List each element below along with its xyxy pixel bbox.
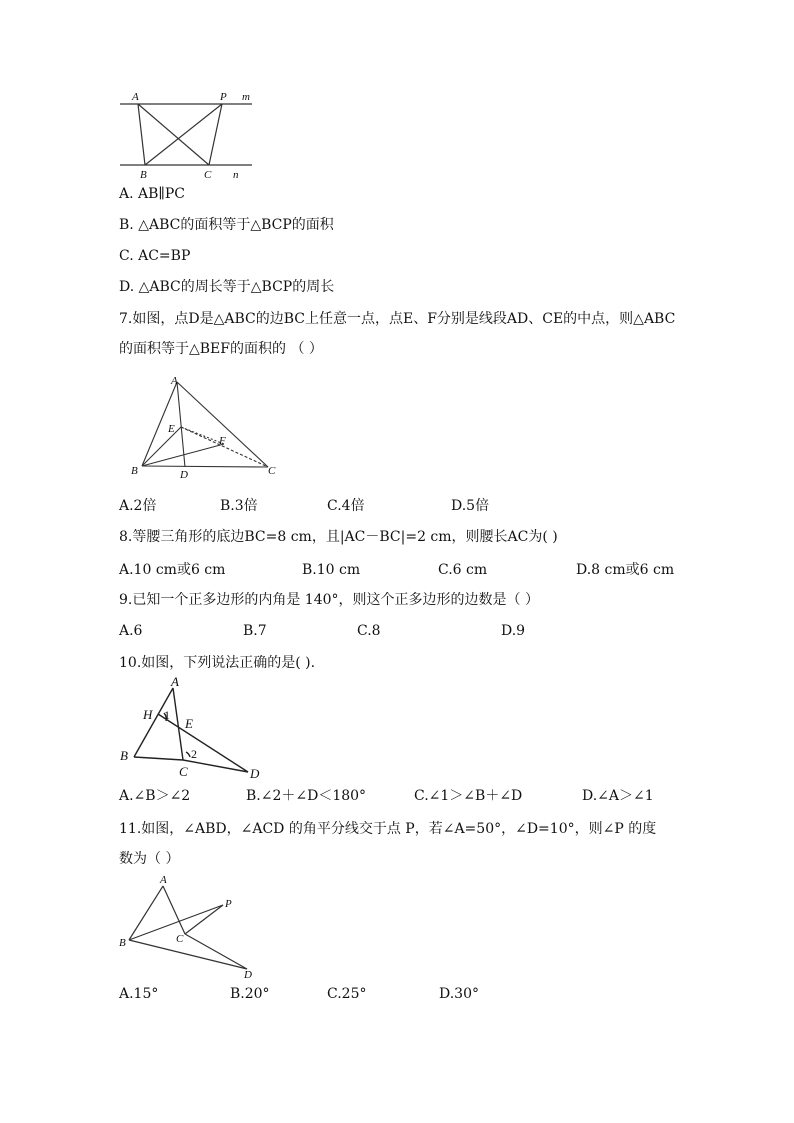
- q10-figure: [116, 674, 268, 784]
- label-n: n: [233, 169, 239, 181]
- edge-ac: [177, 382, 268, 467]
- label-angle-1: 1: [164, 708, 170, 722]
- edge-bc: [142, 466, 268, 467]
- label-d: D: [250, 766, 260, 781]
- q11-option-c: C.25°: [327, 986, 367, 1002]
- segment-ce: [181, 427, 268, 467]
- q11-stem-line1: 11.如图，∠ABD，∠ACD 的角平分线交于点 P，若∠A=50°，∠D=10°，则∠P 的度: [119, 821, 657, 837]
- q7-option-b: B.3倍: [220, 498, 258, 514]
- label-d: D: [180, 469, 188, 481]
- q7-figure: [125, 372, 280, 482]
- label-a: A: [160, 874, 167, 886]
- label-m: m: [242, 91, 250, 103]
- edge-ab: [129, 886, 163, 940]
- segment-ab: [138, 104, 145, 165]
- label-b: B: [131, 465, 138, 477]
- q9-stem: 9.已知一个正多边形的内角是 140°，则这个正多边形的边数是（ ）: [119, 592, 539, 608]
- label-angle-2: 2: [191, 747, 197, 761]
- q11-option-d: D.30°: [439, 986, 479, 1002]
- label-e: E: [168, 423, 175, 435]
- q10-option-b: B.∠2＋∠D＜180°: [246, 788, 367, 804]
- label-c: C: [179, 764, 188, 779]
- segment-be: [142, 427, 181, 466]
- label-b: B: [120, 748, 128, 763]
- label-p: P: [225, 898, 232, 910]
- q6-figure: [112, 88, 272, 186]
- label-c: C: [268, 465, 276, 477]
- label-b: B: [140, 169, 147, 181]
- q7-option-d: D.5倍: [451, 498, 490, 514]
- edge-ab: [134, 688, 173, 757]
- label-h: H: [143, 707, 153, 722]
- q11-figure: [115, 872, 260, 982]
- q8-stem: 8.等腰三角形的底边BC=8 cm，且|AC－BC|=2 cm，则腰长AC为( ): [119, 529, 558, 545]
- label-f: F: [219, 435, 226, 447]
- label-b: B: [119, 937, 126, 949]
- q10-stem: 10.如图，下列说法正确的是( ).: [119, 655, 316, 671]
- q11-option-b: B.20°: [230, 986, 270, 1002]
- label-c: C: [176, 933, 184, 945]
- q8-option-a: A.10 cm或6 cm: [119, 562, 226, 578]
- segment-ac: [138, 104, 209, 165]
- q8-option-b: B.10 cm: [302, 562, 361, 578]
- label-c: C: [204, 169, 212, 181]
- q7-stem-line2: 的面积等于△BEF的面积的 （ ）: [119, 341, 323, 357]
- q11-stem-line2: 数为（ ）: [119, 851, 180, 867]
- q10-option-c: C.∠1＞∠B＋∠D: [414, 788, 523, 804]
- q7-option-a: A.2倍: [119, 498, 157, 514]
- label-p: P: [220, 91, 227, 103]
- q9-option-b: B.7: [243, 623, 267, 639]
- q6-option-d: D. △ABC的周长等于△BCP的周长: [119, 279, 335, 295]
- q8-option-d: D.8 cm或6 cm: [576, 562, 675, 578]
- q8-option-c: C.6 cm: [438, 562, 488, 578]
- label-a: A: [132, 91, 139, 103]
- segment-bd: [129, 940, 247, 969]
- q6-option-a: A. AB∥PC: [119, 186, 186, 202]
- q10-option-a: A.∠B＞∠2: [119, 788, 191, 804]
- label-e: E: [185, 716, 193, 731]
- angle-2-arc: [186, 752, 190, 757]
- q9-option-d: D.9: [501, 623, 526, 639]
- edge-ac: [163, 886, 185, 934]
- q6-option-b: B. △ABC的面积等于△BCP的面积: [119, 217, 334, 233]
- q11-option-a: A.15°: [119, 986, 159, 1002]
- q7-stem-line1: 7.如图，点D是△ABC的边BC上任意一点，点E、F分别是线段AD、CE的中点，则△ABC: [119, 311, 676, 327]
- segment-cp: [185, 905, 223, 934]
- segment-cd: [185, 934, 247, 969]
- edge-bc: [134, 757, 183, 760]
- q6-option-c: C. AC=BP: [119, 248, 191, 264]
- label-a: A: [171, 674, 179, 689]
- q9-option-a: A.6: [119, 623, 143, 639]
- q9-option-c: C.8: [357, 623, 381, 639]
- label-a: A: [171, 375, 178, 387]
- label-d: D: [244, 969, 252, 981]
- q7-option-c: C.4倍: [327, 498, 365, 514]
- q10-option-d: D.∠A＞∠1: [582, 788, 654, 804]
